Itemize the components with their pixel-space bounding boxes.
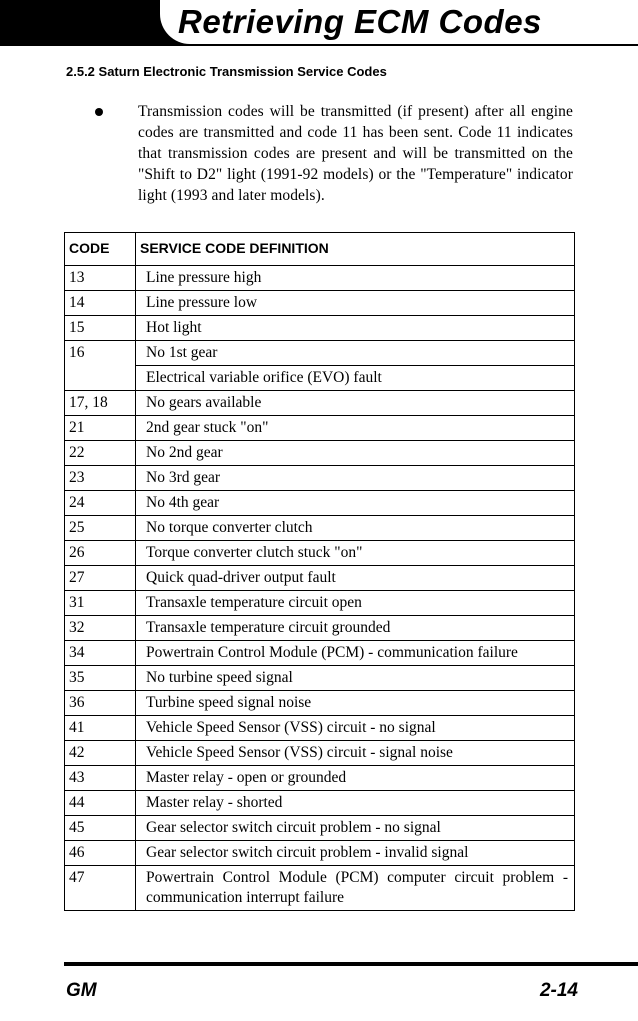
code-cell: 23 (65, 466, 136, 491)
code-cell: 35 (65, 666, 136, 691)
definition-cell: Torque converter clutch stuck "on" (136, 541, 575, 566)
table-row (65, 766, 575, 791)
code-cell: 13 (65, 266, 136, 291)
definition-cell: Powertrain Control Module (PCM) computer circuit problem - communication interrupt failure (136, 866, 575, 911)
definition-cell: No torque converter clutch (136, 516, 575, 541)
table-row (65, 816, 575, 841)
table-row (65, 641, 575, 666)
footer-manufacturer: GM (66, 980, 97, 1001)
code-cell: 17, 18 (65, 391, 136, 416)
definition-cell: Vehicle Speed Sensor (VSS) circuit - no signal (136, 716, 575, 741)
page-title: Retrieving ECM Codes (178, 3, 542, 40)
table-row (65, 741, 575, 766)
definition-cell: Quick quad-driver output fault (136, 566, 575, 591)
definition-cell: 2nd gear stuck "on" (136, 416, 575, 441)
table-row (65, 316, 575, 341)
table-row (65, 591, 575, 616)
definition-cell: Line pressure high (136, 266, 575, 291)
code-cell: 25 (65, 516, 136, 541)
code-cell: 36 (65, 691, 136, 716)
definition-cell: Master relay - shorted (136, 791, 575, 816)
page-header (0, 0, 638, 47)
definition-cell: Gear selector switch circuit problem - no signal (136, 816, 575, 841)
column-header-code: CODE (65, 233, 136, 266)
table-row (65, 841, 575, 866)
definition-cell: Turbine speed signal noise (136, 691, 575, 716)
definition-cell: No turbine speed signal (136, 666, 575, 691)
table-row (65, 341, 575, 366)
code-cell: 27 (65, 566, 136, 591)
definition-cell: Master relay - open or grounded (136, 766, 575, 791)
table-row (65, 366, 575, 391)
definition-cell: No gears available (136, 391, 575, 416)
code-cell: 34 (65, 641, 136, 666)
code-cell: 47 (65, 866, 136, 911)
table-row (65, 666, 575, 691)
code-cell: 22 (65, 441, 136, 466)
table-row (65, 441, 575, 466)
definition-cell: No 3rd gear (136, 466, 575, 491)
code-cell (65, 366, 136, 391)
table-row (65, 491, 575, 516)
page-number: 2-14 (539, 980, 578, 1001)
column-header-definition: SERVICE CODE DEFINITION (136, 233, 575, 266)
code-cell: 21 (65, 416, 136, 441)
code-cell: 15 (65, 316, 136, 341)
code-cell: 14 (65, 291, 136, 316)
table-row (65, 391, 575, 416)
table-row (65, 516, 575, 541)
table-row (65, 291, 575, 316)
code-cell: 41 (65, 716, 136, 741)
section-heading: 2.5.2 Saturn Electronic Transmission Service Codes (66, 64, 387, 79)
table-header-row (65, 233, 575, 266)
definition-cell: Transaxle temperature circuit grounded (136, 616, 575, 641)
definition-cell: No 2nd gear (136, 441, 575, 466)
table-row (65, 616, 575, 641)
definition-cell: Powertrain Control Module (PCM) - communication failure (136, 641, 575, 666)
code-cell: 42 (65, 741, 136, 766)
table-row (65, 716, 575, 741)
definition-cell: Electrical variable orifice (EVO) fault (136, 366, 575, 391)
code-cell: 31 (65, 591, 136, 616)
code-cell: 26 (65, 541, 136, 566)
table-row (65, 866, 575, 911)
table-row (65, 541, 575, 566)
code-cell: 24 (65, 491, 136, 516)
table-row (65, 691, 575, 716)
code-cell: 45 (65, 816, 136, 841)
table-row (65, 466, 575, 491)
table-row (65, 416, 575, 441)
code-cell: 44 (65, 791, 136, 816)
footer-rule (64, 962, 638, 966)
bullet-paragraph: Transmission codes will be transmitted (if present) after all engine codes are transmitted and code 11 has been sent. Code 11 indicates that transmission codes are present and will be transmitted on the "Shift to D2" light (1991-92 models) or the "Temperature" indicator light (1993 and later models). (138, 103, 573, 204)
table-row (65, 791, 575, 816)
code-cell: 43 (65, 766, 136, 791)
definition-cell: No 1st gear (136, 341, 575, 366)
code-cell: 46 (65, 841, 136, 866)
header-rule (0, 44, 638, 46)
service-codes-table (64, 232, 575, 911)
definition-cell: No 4th gear (136, 491, 575, 516)
definition-cell: Gear selector switch circuit problem - invalid signal (136, 841, 575, 866)
definition-cell: Line pressure low (136, 291, 575, 316)
code-cell: 32 (65, 616, 136, 641)
definition-cell: Vehicle Speed Sensor (VSS) circuit - signal noise (136, 741, 575, 766)
table-row (65, 266, 575, 291)
definition-cell: Hot light (136, 316, 575, 341)
definition-cell: Transaxle temperature circuit open (136, 591, 575, 616)
table-row (65, 566, 575, 591)
bullet-icon (95, 108, 103, 116)
code-cell: 16 (65, 341, 136, 366)
